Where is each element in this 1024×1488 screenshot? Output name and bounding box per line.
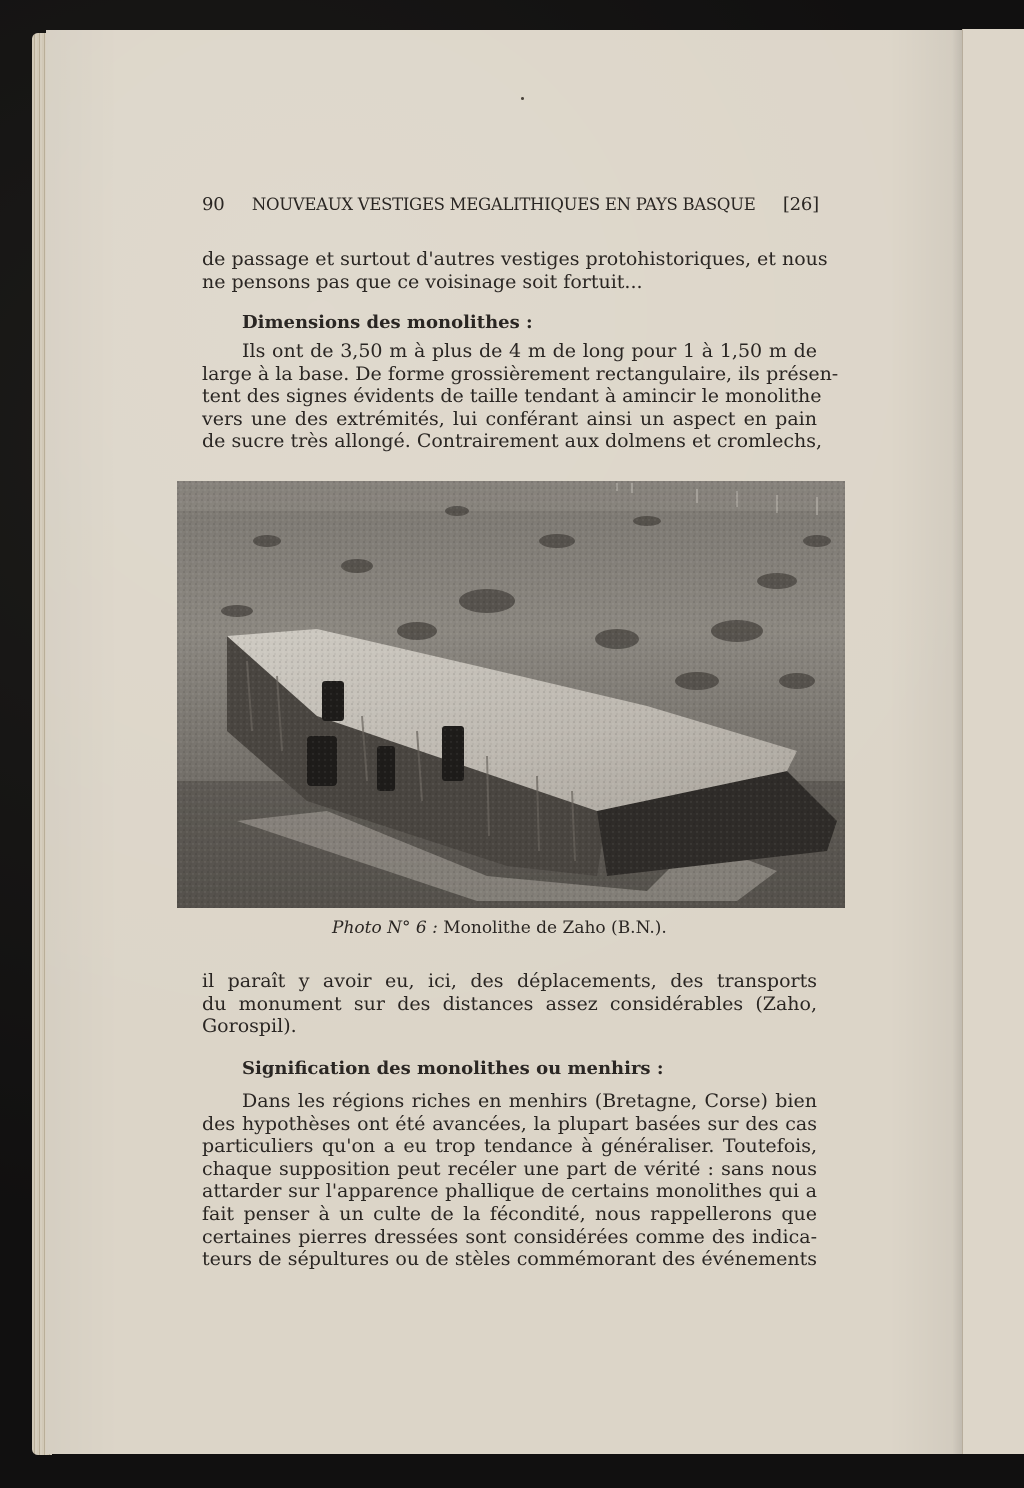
- paragraph-dimensions: [202, 340, 839, 453]
- text-line: attarder sur l'apparence phallique de certains monolithes qui a: [202, 1180, 817, 1203]
- heading-text: Signification des monolithes ou menhirs :: [242, 1058, 664, 1079]
- photo-grain: [177, 481, 845, 908]
- paragraph-signification: [202, 1090, 817, 1271]
- text-line: Gorospil).: [202, 1015, 297, 1038]
- text-line: large à la base. De forme grossièrement rectangulaire, ils présen-: [202, 362, 839, 385]
- text-line: certaines pierres dressées sont considérées comme des indica-: [202, 1225, 817, 1248]
- section-heading-dimensions: [202, 311, 817, 335]
- text-line: chaque supposition peut recéler une part de vérité : sans nous: [202, 1157, 817, 1180]
- caption-text: Monolithe de Zaho (B.N.).: [443, 918, 667, 938]
- text-line: Dans les régions riches en menhirs (Bretagne, Corse) bien: [242, 1090, 817, 1112]
- text-line: teurs de sépultures ou de stèles commémorant des événements: [202, 1248, 817, 1271]
- text-line: du monument sur des distances assez considérables (Zaho,: [202, 992, 817, 1015]
- text-line: tent des signes évidents de taille tendant à amincir le monolithe: [202, 385, 822, 408]
- text-line: fait penser à un culte de la fécondité, nous rappellerons que: [202, 1202, 817, 1225]
- facing-page-edge: [962, 29, 1024, 1454]
- text-line: de passage et surtout d'autres vestiges protohistoriques, et nous: [202, 248, 828, 270]
- text-line: vers une des extrémités, lui conférant ainsi un aspect en pain: [202, 407, 817, 430]
- text-line: Ils ont de 3,50 m à plus de 4 m de long pour 1 à 1,50 m de: [242, 340, 817, 362]
- paragraph-continuation: [202, 248, 828, 293]
- running-title: NOUVEAUX VESTIGES MEGALITHIQUES EN PAYS BASQUE: [251, 195, 756, 214]
- text-line: particuliers qu'on a eu trop tendance à généraliser. Toutefois,: [202, 1135, 817, 1158]
- monolith-photo: [177, 481, 845, 908]
- gutter-shadow: [952, 30, 962, 1454]
- page-number: 90: [202, 194, 225, 215]
- section-heading-signification: [202, 1057, 817, 1081]
- running-head: [202, 194, 819, 215]
- text-line: ne pensons pas que ce voisinage soit fortuit...: [202, 270, 643, 293]
- paper-speck: [521, 97, 524, 100]
- caption-label: Photo N° 6 :: [332, 918, 438, 938]
- paragraph-after-photo: [202, 970, 817, 1038]
- text-line: il paraît y avoir eu, ici, des déplacements, des transports: [202, 970, 817, 992]
- section-number: [26]: [782, 194, 819, 215]
- figure-caption: [332, 918, 667, 938]
- text-line: de sucre très allongé. Contrairement aux dolmens et cromlechs,: [202, 430, 823, 453]
- heading-text: Dimensions des monolithes :: [242, 312, 533, 333]
- text-line: des hypothèses ont été avancées, la plupart basées sur des cas: [202, 1112, 817, 1135]
